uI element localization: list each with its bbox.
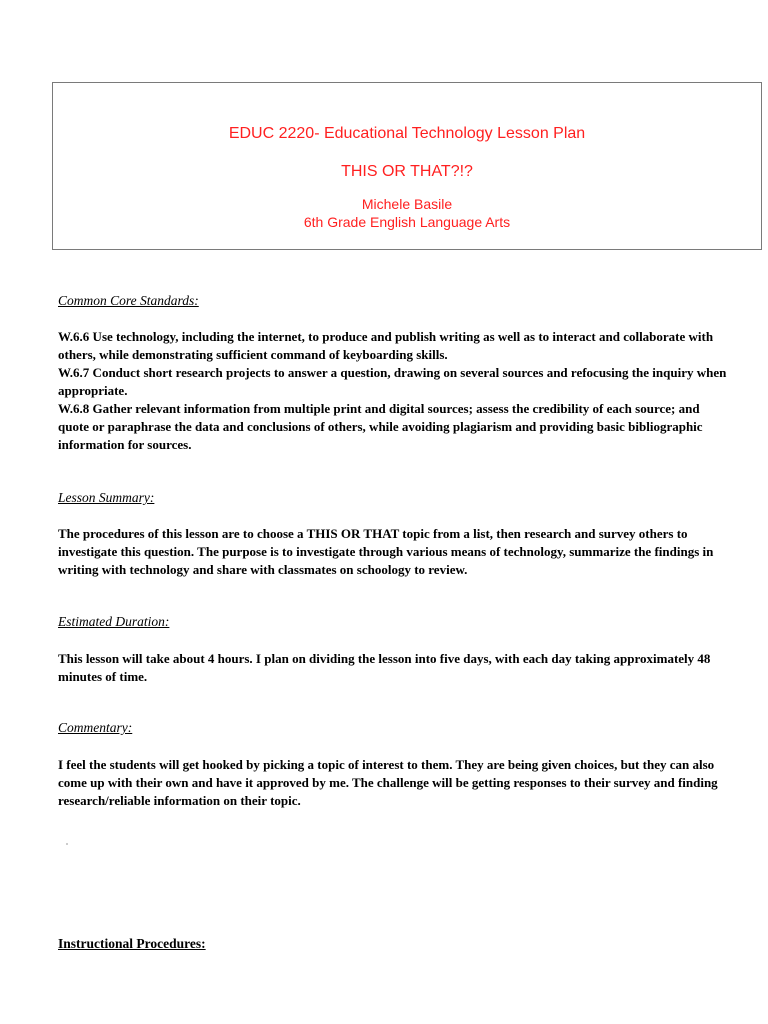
author-name: Michele Basile (361, 196, 453, 212)
standard-w67: W.6.7 Conduct short research projects to answer a question, drawing on several sources and refocusing the inquiry when appropriate. (58, 365, 727, 398)
course-title: EDUC 2220- Educational Technology Lesson Plan (228, 125, 586, 142)
stray-mark (66, 843, 68, 845)
lesson-title: THIS OR THAT?!? (341, 163, 473, 180)
grade-subject: 6th Grade English Language Arts (303, 214, 511, 230)
standard-w68: W.6.8 Gather relevant information from multiple print and digital sources; assess the credibility of each source; and quote or paraphrase the data and conclusions of others, while avoiding plagiarism and providing basic bibliographic information for sources. (58, 401, 703, 452)
standard-w66: W.6.6 Use technology, including the internet, to produce and publish writing as well as to interact and collaborate with others, while demonstrating sufficient command of keyboarding skills. (58, 329, 714, 362)
duration-text: This lesson will take about 4 hours. I plan on dividing the lesson into five days, with each day taking approximately 48 minutes of time. (58, 651, 711, 684)
commentary-heading: Commentary: (58, 720, 133, 735)
summary-heading: Lesson Summary: (58, 490, 155, 505)
duration-heading: Estimated Duration: (58, 614, 170, 629)
procedures-heading: Instructional Procedures: (58, 936, 206, 951)
summary-text: The procedures of this lesson are to choose a THIS OR THAT topic from a list, then research and survey others to investigate this question. The purpose is to investigate through various means of technology, summarize the findings in writing with technology and share with classmates on schoology to review. (58, 526, 714, 577)
commentary-text: I feel the students will get hooked by picking a topic of interest to them. They are being given choices, but they can also come up with their own and have it approved by me. The challenge will be getting responses to their survey and finding research/reliable information on their topic. (58, 757, 718, 808)
title-box (52, 82, 762, 250)
standards-list (58, 328, 730, 454)
standards-heading: Common Core Standards: (58, 293, 199, 308)
